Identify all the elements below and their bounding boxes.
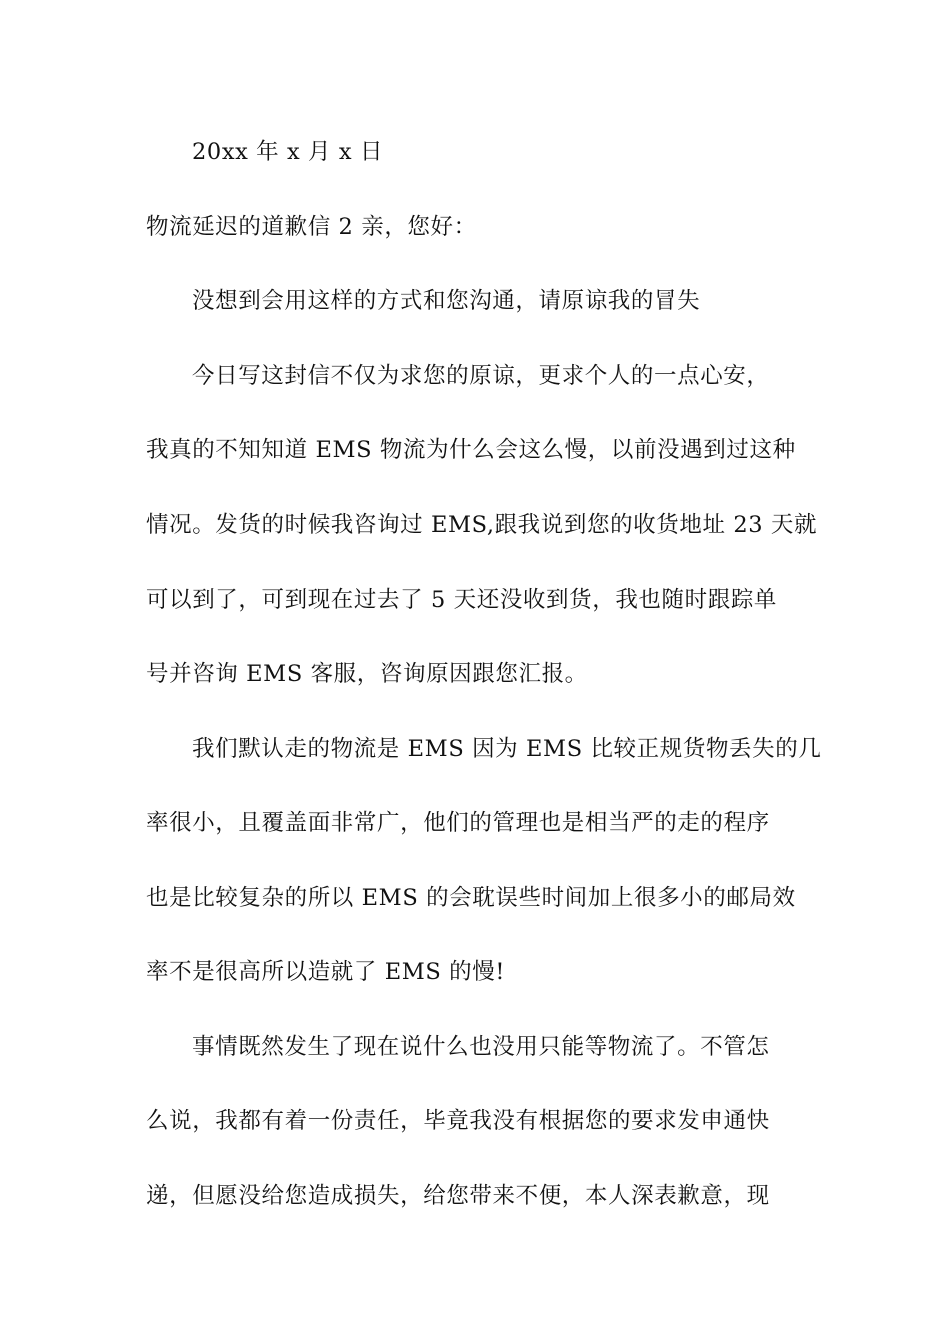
paragraph-2-line-5: 号并咨询 EMS 客服，咨询原因跟您汇报。 [146,661,588,687]
letter-date: 20xx 年 x 月 x 日 [192,139,384,165]
paragraph-3-line-1: 我们默认走的物流是 EMS 因为 EMS 比较正规货物丢失的几 [192,736,822,762]
paragraph-2-line-1: 今日写这封信不仅为求您的原谅，更求个人的一点心安， [192,363,770,389]
paragraph-2-line-3: 情况。发货的时候我咨询过 EMS,跟我说到您的收货地址 23 天就 [146,512,818,538]
paragraph-3-line-4: 率不是很高所以造就了 EMS 的慢! [146,959,506,985]
paragraph-4-line-1: 事情既然发生了现在说什么也没用只能等物流了。不管怎 [192,1034,770,1060]
paragraph-4-line-3: 递，但愿没给您造成损失，给您带来不便，本人深表歉意，现 [146,1183,770,1209]
paragraph-3-line-2: 率很小，且覆盖面非常广，他们的管理也是相当严的走的程序 [146,810,770,836]
paragraph-2-line-2: 我真的不知知道 EMS 物流为什么会这么慢，以前没遇到过这种 [146,437,796,463]
paragraph-2-line-4: 可以到了，可到现在过去了 5 天还没收到货，我也随时跟踪单 [146,587,778,613]
paragraph-4-line-2: 么说，我都有着一份责任，毕竟我没有根据您的要求发申通快 [146,1108,770,1134]
paragraph-1-line-1: 没想到会用这样的方式和您沟通，请原谅我的冒失 [192,288,701,314]
paragraph-3-line-3: 也是比较复杂的所以 EMS 的会耽误些时间加上很多小的邮局效 [146,885,796,911]
letter-greeting-line: 物流延迟的道歉信 2 亲，您好： [146,214,477,240]
